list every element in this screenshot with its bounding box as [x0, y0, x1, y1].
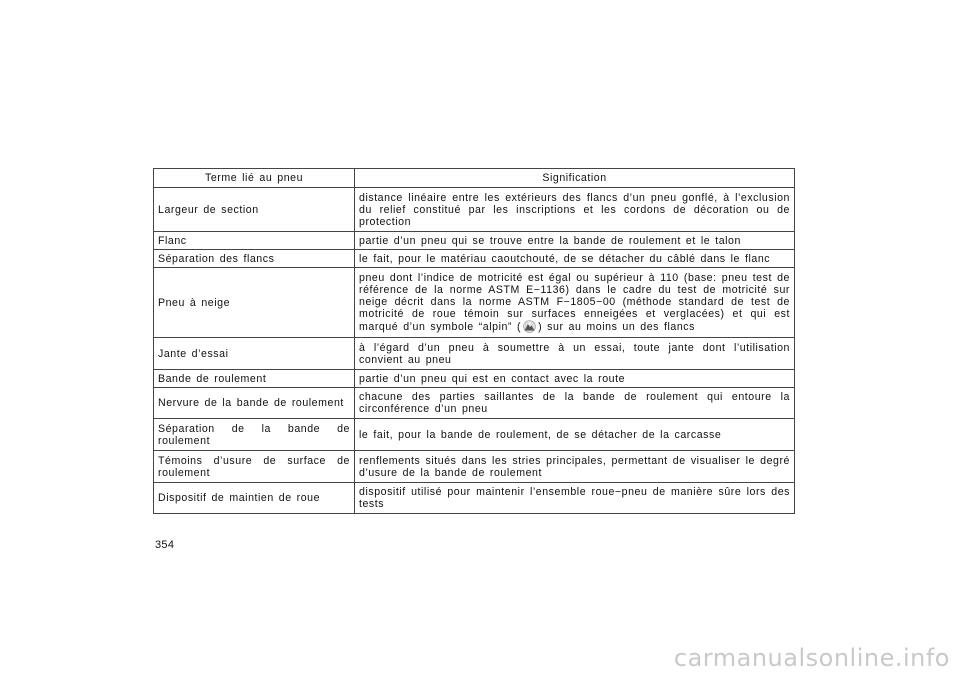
term-cell: Flanc: [154, 232, 355, 250]
column-header-meaning: Signification: [355, 169, 795, 188]
term-cell: Nervure de la bande de roulement: [154, 388, 355, 419]
definition-cell: le fait, pour la bande de roulement, de se détacher de la carcasse: [355, 419, 795, 451]
column-header-term: Terme lié au pneu: [154, 169, 355, 188]
term-cell: Pneu à neige: [154, 268, 355, 338]
term-cell: Séparation des flancs: [154, 250, 355, 268]
table-header-row: [154, 169, 795, 188]
definition-text-after-icon: ) sur au moins un des flancs: [538, 321, 695, 333]
watermark: carmanualsonline.info: [673, 644, 950, 672]
table-row: [154, 338, 795, 370]
table-row: [154, 232, 795, 250]
table-row: [154, 483, 795, 514]
term-cell: Bande de roulement: [154, 370, 355, 388]
definition-cell: renflements situés dans les stries principales, permettant de visualiser le degré d’usure de la bande de roulement: [355, 451, 795, 483]
table-row: [154, 419, 795, 451]
definition-cell: partie d’un pneu qui se trouve entre la bande de roulement et le talon: [355, 232, 795, 250]
table-row: [154, 451, 795, 483]
definition-cell: distance linéaire entre les extérieurs des flancs d’un pneu gonflé, à l’exclusion du relief constitué par les inscriptions et les cordons de décoration ou de protection: [355, 188, 795, 232]
definition-cell: [355, 268, 795, 338]
definition-cell: chacune des parties saillantes de la bande de roulement qui entoure la circonférence d’un pneu: [355, 388, 795, 419]
term-cell: Témoins d’usure de surface de roulement: [154, 451, 355, 483]
tire-terms-table: [153, 168, 795, 514]
definition-text-before-icon: pneu dont l’indice de motricité est égal ou supérieur à 110 (base: pneu test de référence de la norme ASTM E−1136) dans le cadre du test de motricité sur neige décrit dans la norme ASTM F−1805−00 (méthode standard de test de motricité de roue témoin sur surfaces enneigées et verglacées) et qui est marqué d’un symbole “alpin” (: [359, 272, 790, 333]
definition-cell: dispositif utilisé pour maintenir l’ensemble roue−pneu de manière sûre lors des tests: [355, 483, 795, 514]
table-row: [154, 388, 795, 419]
table-row: [154, 370, 795, 388]
table-row: [154, 188, 795, 232]
table-row: [154, 250, 795, 268]
term-cell: Dispositif de maintien de roue: [154, 483, 355, 514]
page-number: 354: [155, 539, 175, 551]
term-cell: Jante d’essai: [154, 338, 355, 370]
definition-cell: à l’égard d’un pneu à soumettre à un essai, toute jante dont l’utilisation convient au pneu: [355, 338, 795, 370]
term-cell: Séparation de la bande de roulement: [154, 419, 355, 451]
definition-cell: le fait, pour le matériau caoutchouté, de se détacher du câblé dans le flanc: [355, 250, 795, 268]
definition-cell: partie d’un pneu qui est en contact avec la route: [355, 370, 795, 388]
term-cell: Largeur de section: [154, 188, 355, 232]
alpine-snowflake-mountain-icon: [523, 320, 536, 333]
table-row: [154, 268, 795, 338]
